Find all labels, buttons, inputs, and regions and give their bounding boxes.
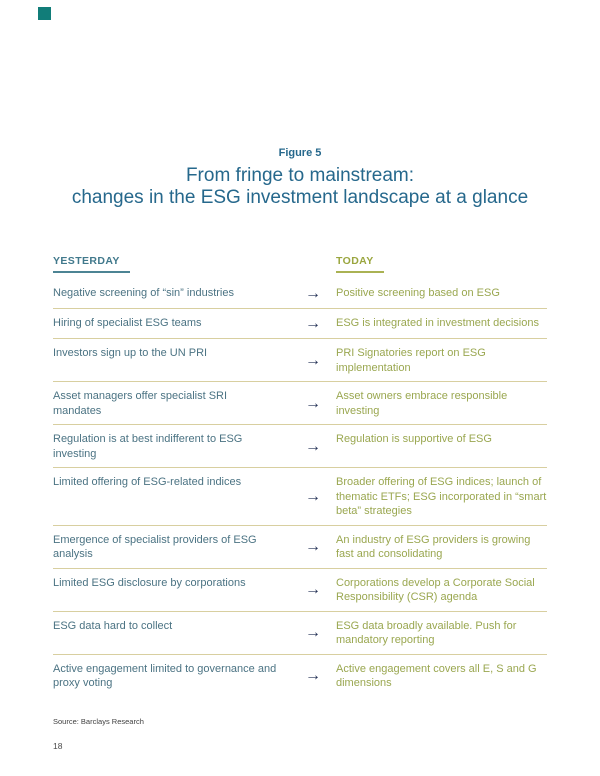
yesterday-cell: Active engagement limited to governance and proxy voting: [53, 662, 277, 689]
right-arrow-icon: →: [305, 487, 321, 505]
right-arrow-icon: →: [305, 437, 321, 455]
today-header-cell: [336, 251, 547, 273]
yesterday-header-cell: [53, 251, 290, 273]
today-cell: Broader offering of ESG indices; launch of thematic ETFs; ESG incorporated in “smart beta” strategies: [336, 476, 547, 517]
figure-title-line1: From fringe to mainstream:: [185, 165, 415, 186]
right-arrow-icon: →: [305, 351, 321, 369]
yesterday-cell: Asset managers offer specialist SRI mandates: [53, 390, 228, 417]
table-row: [53, 309, 547, 339]
table-row: [53, 526, 547, 569]
right-arrow-icon: →: [305, 667, 321, 684]
yesterday-column-header: YESTERDAY: [53, 255, 130, 273]
today-cell: An industry of ESG providers is growing fast and consolidating: [336, 533, 531, 560]
table-row: [53, 569, 547, 612]
right-arrow-icon: →: [305, 581, 321, 598]
today-cell: ESG data broadly available. Push for mandatory reporting: [336, 619, 517, 646]
header-spacer: [290, 251, 336, 273]
yesterday-cell: Limited ESG disclosure by corporations: [53, 576, 246, 589]
table-row: [53, 655, 547, 697]
today-cell: Corporations develop a Corporate Social Responsibility (CSR) agenda: [336, 576, 535, 603]
right-arrow-icon: →: [305, 394, 321, 412]
yesterday-cell: Regulation is at best indifferent to ESG investing: [53, 433, 243, 460]
page-number: 18: [53, 741, 63, 751]
today-cell: Asset owners embrace responsible investing: [336, 390, 508, 417]
today-cell: ESG is integrated in investment decisions: [336, 317, 539, 329]
today-column-header: TODAY: [336, 255, 384, 273]
table-row: [53, 612, 547, 655]
table-header-row: [53, 251, 547, 273]
today-cell: Active engagement covers all E, S and G dimensions: [336, 662, 537, 689]
table-row: [53, 468, 547, 526]
yesterday-cell: Limited offering of ESG-related indices: [53, 476, 242, 488]
table-row: [53, 339, 547, 382]
yesterday-cell: Emergence of specialist providers of ESG analysis: [53, 533, 257, 560]
table-row: [53, 279, 547, 309]
yesterday-cell: ESG data hard to collect: [53, 619, 173, 632]
today-cell: Regulation is supportive of ESG: [336, 433, 492, 445]
yesterday-cell: Investors sign up to the UN PRI: [53, 347, 208, 359]
figure-label: Figure 5: [278, 147, 322, 159]
brand-square-mark: [38, 7, 51, 20]
figure-title-line2: changes in the ESG investment landscape at a glance: [71, 187, 529, 208]
right-arrow-icon: →: [305, 285, 321, 302]
right-arrow-icon: →: [305, 624, 321, 641]
today-cell: Positive screening based on ESG: [336, 287, 500, 299]
table-row: [53, 382, 547, 425]
figure-title: [53, 165, 547, 209]
source-note: Source: Barclays Research: [53, 716, 144, 726]
table-row: [53, 425, 547, 468]
yesterday-cell: Negative screening of “sin” industries: [53, 287, 234, 299]
right-arrow-icon: →: [305, 538, 321, 555]
yesterday-cell: Hiring of specialist ESG teams: [53, 317, 202, 329]
right-arrow-icon: →: [305, 315, 321, 332]
comparison-table: [53, 251, 547, 697]
today-cell: PRI Signatories report on ESG implementation: [336, 347, 486, 374]
